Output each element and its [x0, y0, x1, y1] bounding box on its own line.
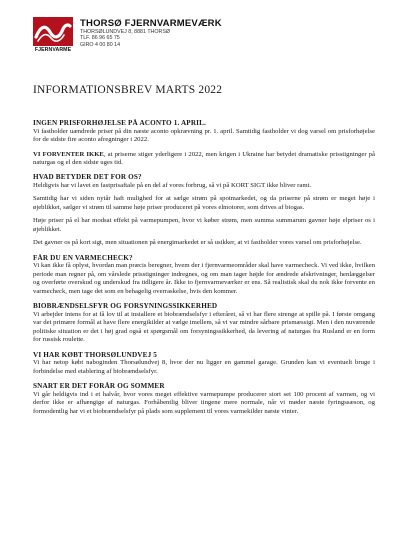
section-price-outlook	[33, 151, 375, 168]
company-address: THORSØLUNDVEJ 8, 8881 THORSØ	[80, 29, 170, 35]
section-paragraph: Vi kan ikke få oplyst, hvordan man præcis beregner, hvem der i fjernvarmeområder skal have varmecheck. Vi ved ikke, hvilken periode man regner på, om vårslede prisstigninger indregnes, og om man tager højde for ændrede afskrivninger, henlæggelser og overførte overskud og underskud fra tidligere år. Ikke to fjernvarmeværker er ens. Så realistisk skal du nok ikke forvente en varmecheck, men tage det som en behagelig overraskelse, hvis den kommer.	[33, 262, 375, 295]
letter-body	[33, 119, 375, 422]
inline-heading: VI FORVENTER IKKE	[33, 150, 104, 158]
section-heading: BIOBRÆNDSELSFYR OG FORSYNINGSSIKKERHED	[33, 302, 218, 311]
section-what-it-means	[33, 173, 375, 247]
section-paragraph: Vi har netop købt naboginden Thorsølundvej 8, hvor der nu ligger en gammel garage. Grunden kan vi eventuelt bruge i forbindelse med etablering af biobrændselsfyr.	[33, 359, 375, 375]
section-paragraph: Heldigvis har vi lavet en fastprisaftale på en del af vores forbrug, så vi på KORT SIGT ikke bliver ramt.	[33, 182, 312, 189]
logo-mark	[33, 17, 73, 46]
section-bio-boiler	[33, 302, 375, 344]
logo-label: FJERNVARME	[34, 47, 72, 53]
section-paragraph: Det gavner os på kort sigt, men situationen på energimarkedet er så usikker, at vi fastholder vores varsel om prisforhøjelse.	[33, 239, 362, 247]
section-paragraph: Vi fastholder uændrede priser på din næste aconto opkrævning pr. 1. april. Samtidig fastholder vi dog varsel om prisforhøjelse for de sidste fire aconto afregninger i 2022.	[33, 127, 375, 144]
section-heading: HVAD BETYDER DET FOR OS?	[33, 173, 142, 182]
section-paragraph: Vi går heldigvis ind i et halvår, hvor vores meget effektive varmepumpe producerer stort set 100 procent af varmen, og vi derfor ikke er afhængige af naturgas. Forhåbentlig bliver tingene mere normale, når vi møder næste fyringssæson, og formodentlig har vi et biobrændselsfyr på plads som supplement til vores varmekilder næste vinter.	[33, 390, 375, 415]
company-logo	[33, 17, 73, 57]
section-heading: FÅR DU EN VARMECHECK?	[33, 253, 133, 262]
document-title: INFORMATIONSBREV MARTS 2022	[33, 84, 223, 96]
company-name: THORSØ FJERNVARMEVÆRK	[80, 18, 222, 29]
company-giro: GIRO 4 00 80 14	[80, 41, 121, 48]
section-paragraph: Vi arbejder intens for at få lov til at installere et biobrændselsfyr i efteråret, så vi har flere strenge at spille på. I første omgang var det primære formål at have flere energikilder at vælge imellem, så vi var mindre sårbare prismæssigt. Men i den nuværende politiske situation er det i høj grad også et spørgsmål om forsyningssikkerhed, da levering af naturgas fra Rusland er en form for russisk roulette.	[33, 310, 375, 344]
section-property-purchase	[33, 351, 375, 377]
section-heat-check	[33, 254, 375, 296]
inline-text: , at priserne stiger yderligere i 2022, men krigen i Ukraine har betydet dramatiske prisstigninger på naturgas og el den sidste uges tid.	[33, 150, 375, 166]
company-block	[80, 18, 222, 48]
section-spring-summer	[33, 382, 375, 416]
section-heading: VI HAR KØBT THORSØLUNDVEJ 5	[33, 350, 157, 359]
section-paragraph: Høje priser på el har modsat effekt på varmepumpen, hvor vi køber strøm, men summa summarum gavner høje elpriser os i øjeblikket.	[33, 217, 375, 233]
company-phone: TLF. 86 96 65 75	[80, 35, 120, 42]
section-no-price-increase	[33, 119, 375, 145]
letterhead	[33, 17, 233, 57]
logo-wave-icon	[33, 17, 73, 46]
section-paragraph	[33, 151, 375, 168]
section-heading: SNART ER DET FORÅR OG SOMMER	[33, 382, 165, 391]
section-heading: INGEN PRISFORHØJELSE PÅ ACONTO 1. APRIL.	[33, 119, 207, 127]
section-paragraph: Samtidig har vi siden nytår haft mulighed for at sælge strøm på spotmarkedet, og da priserne på strøm er meget høje i øjeblikket, sælger vi strøm til samme høje priser produceret på vores elmotorer, som drives af biogas.	[33, 195, 375, 211]
